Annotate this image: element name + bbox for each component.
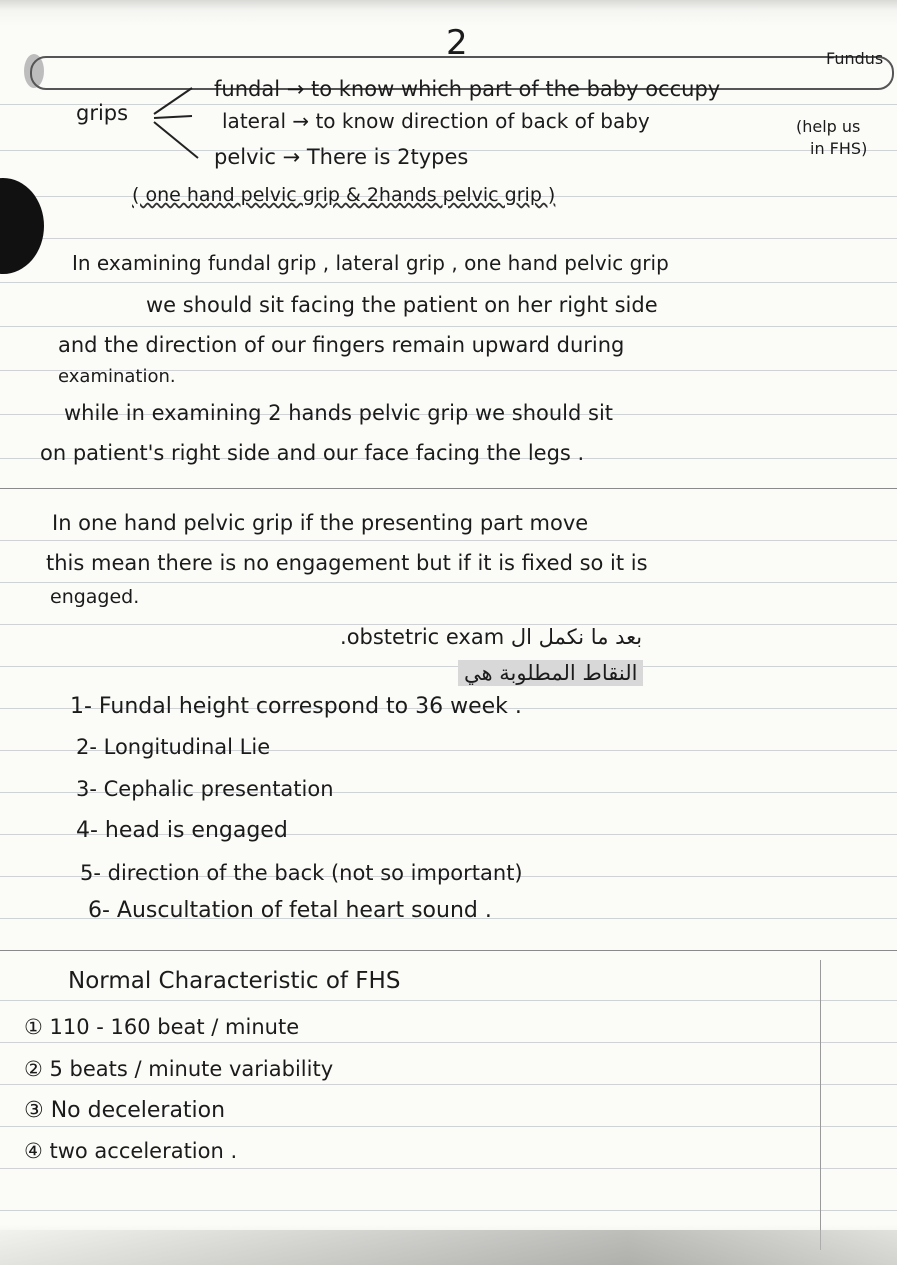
para2-line: on patient's right side and our face facing the legs .	[40, 441, 585, 465]
branch-arrows-icon	[152, 86, 212, 166]
finding-item: 1- Fundal height correspond to 36 week .	[70, 694, 522, 719]
grip-pelvic: pelvic → There is 2types	[214, 145, 469, 169]
ruled-line	[0, 326, 897, 327]
finding-item: 5- direction of the back (not so important)	[80, 861, 523, 885]
finding-item: 6- Auscultation of fetal heart sound .	[88, 898, 492, 923]
pelvic-grip-types: ( one hand pelvic grip & 2hands pelvic grip )	[132, 184, 556, 206]
ruled-line	[0, 582, 897, 583]
ruled-line	[0, 1084, 897, 1085]
grip-fundal: fundal → to know which part of the baby occupy	[214, 77, 721, 101]
para1-line: examination.	[58, 366, 176, 387]
para1-line: In examining fundal grip , lateral grip , one hand pelvic grip	[72, 251, 669, 275]
ruled-line	[0, 1168, 897, 1169]
para3-line: engaged.	[50, 586, 140, 608]
ruled-line	[0, 1042, 897, 1043]
corner-note: Fundus	[826, 49, 884, 68]
para1-line: and the direction of our fingers remain upward during	[58, 333, 625, 357]
exam-heading-line2: النقاط المطلوبة هي	[458, 660, 643, 686]
ruled-line	[0, 1000, 897, 1001]
ruled-line	[0, 1126, 897, 1127]
fhs-item: ② 5 beats / minute variability	[24, 1057, 334, 1081]
section-divider	[0, 488, 897, 489]
ruled-line	[0, 540, 897, 541]
exam-heading-line1: بعد ما نكمل ال obstetric exam.	[340, 625, 643, 649]
grips-label: grips	[76, 101, 129, 125]
punch-hole	[0, 178, 44, 274]
para2-line: while in examining 2 hands pelvic grip we should sit	[64, 401, 614, 425]
page-shadow	[0, 1230, 897, 1265]
finding-item: 4- head is engaged	[76, 818, 288, 843]
section-divider	[0, 950, 897, 951]
para3-line: this mean there is no engagement but if it is fixed so it is	[46, 551, 648, 575]
finding-item: 3- Cephalic presentation	[76, 777, 334, 801]
finding-item: 2- Longitudinal Lie	[76, 735, 271, 759]
fhs-title: Normal Characteristic of FHS	[68, 968, 401, 994]
grip-lateral: lateral → to know direction of back of baby	[222, 109, 650, 133]
fhs-item: ④ two acceleration .	[24, 1139, 238, 1163]
ruled-line	[0, 1210, 897, 1211]
ruled-line	[0, 282, 897, 283]
ruled-line	[0, 104, 897, 105]
lateral-note-line2: in FHS)	[810, 139, 868, 158]
para3-line: In one hand pelvic grip if the presenting part move	[52, 511, 589, 535]
page-number: 2	[446, 23, 468, 63]
ruled-line	[0, 238, 897, 239]
lateral-note-line1: (help us	[796, 117, 861, 136]
margin-line	[820, 960, 821, 1250]
fhs-item: ① 110 - 160 beat / minute	[24, 1015, 300, 1039]
para1-line: we should sit facing the patient on her right side	[146, 293, 658, 317]
ruled-line	[0, 666, 897, 667]
fhs-item: ③ No deceleration	[24, 1098, 226, 1123]
